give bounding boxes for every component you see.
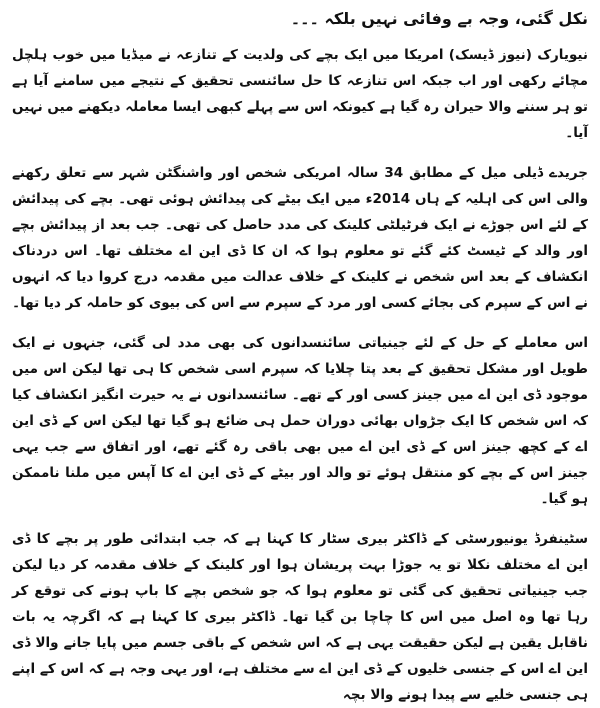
article-paragraph: نیویارک (نیوز ڈیسک) امریکا میں ایک بچے کی ولدیت کے تنازعہ نے میڈیا میں خوب ہلچل مچائے رکھی اور اب جبکہ اس تنازعہ کا حل سائنسی تحقیق کے نتیجے میں سامنے آیا ہے تو ہر سننے والا حیران رہ گیا ہے کیونکہ اس سے پہلے کبھی ایسا معاملہ دیکھنے میں نہیں آیا۔ <box>12 47 588 141</box>
article-paragraph: جریدے ڈیلی میل کے مطابق 34 سالہ امریکی شخص اور واشنگٹن شہر سے تعلق رکھنے والی اس کی اہلیہ کے ہاں 2014ء میں ایک بیٹے کی پیدائش ہوئی تھی۔ بچے کی پیدائش کے لئے اس جوڑے نے ایک فرٹیلٹی کلینک کی مدد حاصل کی تھی۔ جب بعد از پیدائش بچے اور والد کے ٹیسٹ کئے گئے تو معلوم ہوا کہ ان کا ڈی این اے مختلف تھا۔ اس دردناک انکشاف کے بعد اس شخص نے کلینک کے خلاف عدالت میں مقدمہ درج کروا دیا کہ انہوں نے اس کے سپرم کی بجائے کسی اور مرد کے سپرم سے اس کی بیوی کو حاملہ کر دیا تھا۔ <box>12 165 588 311</box>
article-paragraph: اس معاملے کے حل کے لئے جینیاتی سائنسدانوں کی بھی مدد لی گئی، جنہوں نے ایک طویل اور مشکل تحقیق کے بعد پتا چلایا کہ سپرم اسی شخص کا ہی تھا لیکن اس میں موجود ڈی این اے میں جینز کسی اور کے تھے۔ سائنسدانوں نے یہ حیرت انگیز انکشاف کیا کہ اس شخص کا ایک جڑواں بھائی دوران حمل ہی ضائع ہو گیا تھا لیکن اس کے ڈی این اے کے کچھ جینز اس کے ڈی این اے میں بھی باقی رہ گئے تھے، اور اتفاق سے جب یہی جینز اس کے بچے کو منتقل ہوئے تو والد اور بیٹے کے ڈی این اے کا آپس میں ملنا ناممکن ہو گیا۔ <box>12 335 588 507</box>
article-headline: نکل گئی، وجہ بے وفائی نہیں بلکہ ۔۔۔ <box>290 9 588 28</box>
article-paragraph: سٹینفرڈ یونیورسٹی کے ڈاکٹر بیری سٹار کا کہنا ہے کہ جب ابتدائی طور پر بچے کا ڈی این اے مختلف نکلا تو یہ جوڑا بہت پریشان ہوا اور کلینک کے خلاف مقدمہ کر دیا لیکن جب جینیاتی تحقیق کی گئی تو معلوم ہوا کہ جو شخص بچے کا باپ ہونے کی توقع کر رہا تھا وہ اصل میں اس کا چاچا بن گیا تھا۔ ڈاکٹر بیری کا کہنا ہے کہ اگرچہ یہ بات ناقابل یقین ہے لیکن حقیقت یہی ہے کہ اس شخص کے باقی جسم میں پایا جانے والا ڈی این اے اس کے جنسی خلیوں کے ڈی این اے سے مختلف ہے، اور یہی وجہ ہے کہ اس کے اپنے ہی جنسی خلیے سے پیدا ہونے والا بچہ <box>12 531 588 703</box>
